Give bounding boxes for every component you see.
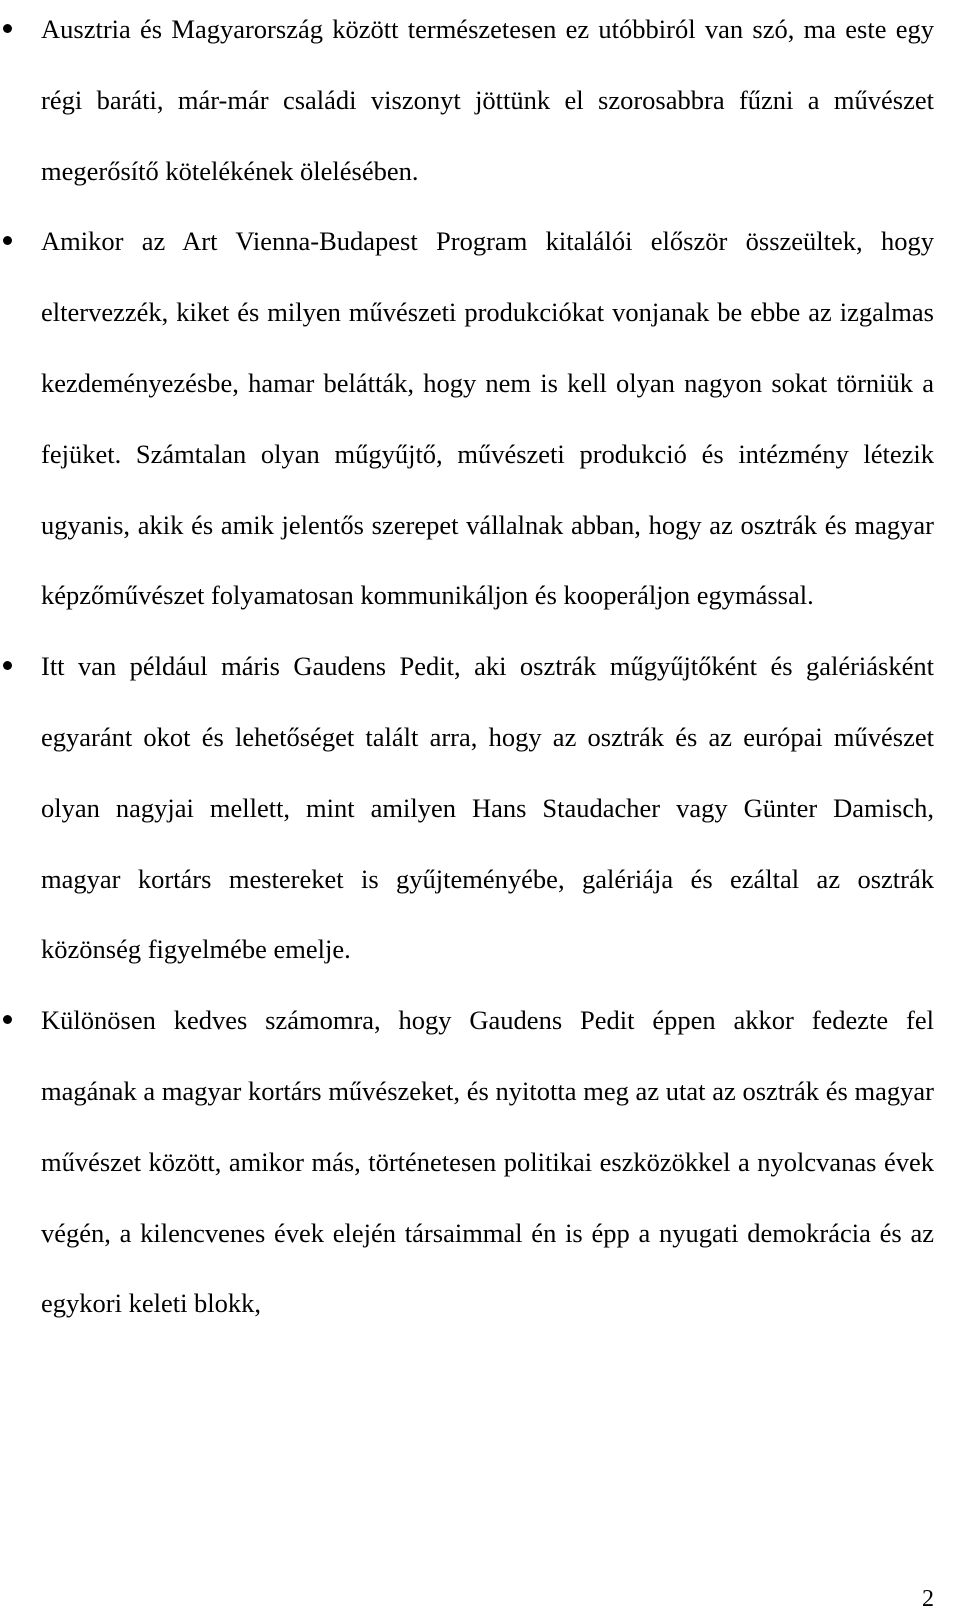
list-item [0, 0, 960, 206]
bullet-icon [3, 24, 12, 33]
paragraph-text: Ausztria és Magyarország között természetesen ez utóbbiról van szó, ma este egy régi baráti, már-már családi viszonyt jöttünk el szorosabbra fűzni a művészet megerősítő kötelékének ölelésében. [41, 14, 934, 186]
paragraph-text: Amikor az Art Vienna-Budapest Program kitalálói először összeültek, hogy eltervezzék, kiket és milyen művészeti produkciókat vonjanak be ebbe az izgalmas kezdeményezésbe, hamar belátták, hogy nem is kell olyan nagyon sokat törniük a fejüket. Számtalan olyan műgyűjtő, művészeti produkció és intézmény létezik ugyanis, akik és amik jelentős szerepet vállalnak abban, hogy az osztrák és magyar képzőművészet folyamatosan kommunikáljon és kooperáljon egymással. [41, 226, 934, 611]
page-number: 2 [922, 1586, 934, 1612]
bullet-icon [3, 1015, 12, 1024]
paragraph-text: Különösen kedves számomra, hogy Gaudens Pedit éppen akkor fedezte fel magának a magyar kortárs művészeket, és nyitotta meg az utat az osztrák és magyar művészet között, amikor más, történetesen politikai eszközökkel a nyolcvanas évek végén, a kilencvenes évek elején társaimmal én is épp a nyugati demokrácia és az egykori keleti blokk, [41, 1005, 934, 1319]
bullet-icon [3, 661, 12, 670]
bullet-icon [3, 236, 12, 245]
list-item [0, 985, 960, 1339]
paragraph-text: Itt van például máris Gaudens Pedit, aki osztrák műgyűjtőként és galériásként egyaránt okot és lehetőséget talált arra, hogy az osztrák és az európai művészet olyan nagyjai mellett, mint amilyen Hans Staudacher vagy Günter Damisch, magyar kortárs mestereket is gyűjteményébe, galériája és ezáltal az osztrák közönség figyelmébe emelje. [41, 651, 934, 965]
list-item [0, 631, 960, 985]
list-item [0, 206, 960, 631]
